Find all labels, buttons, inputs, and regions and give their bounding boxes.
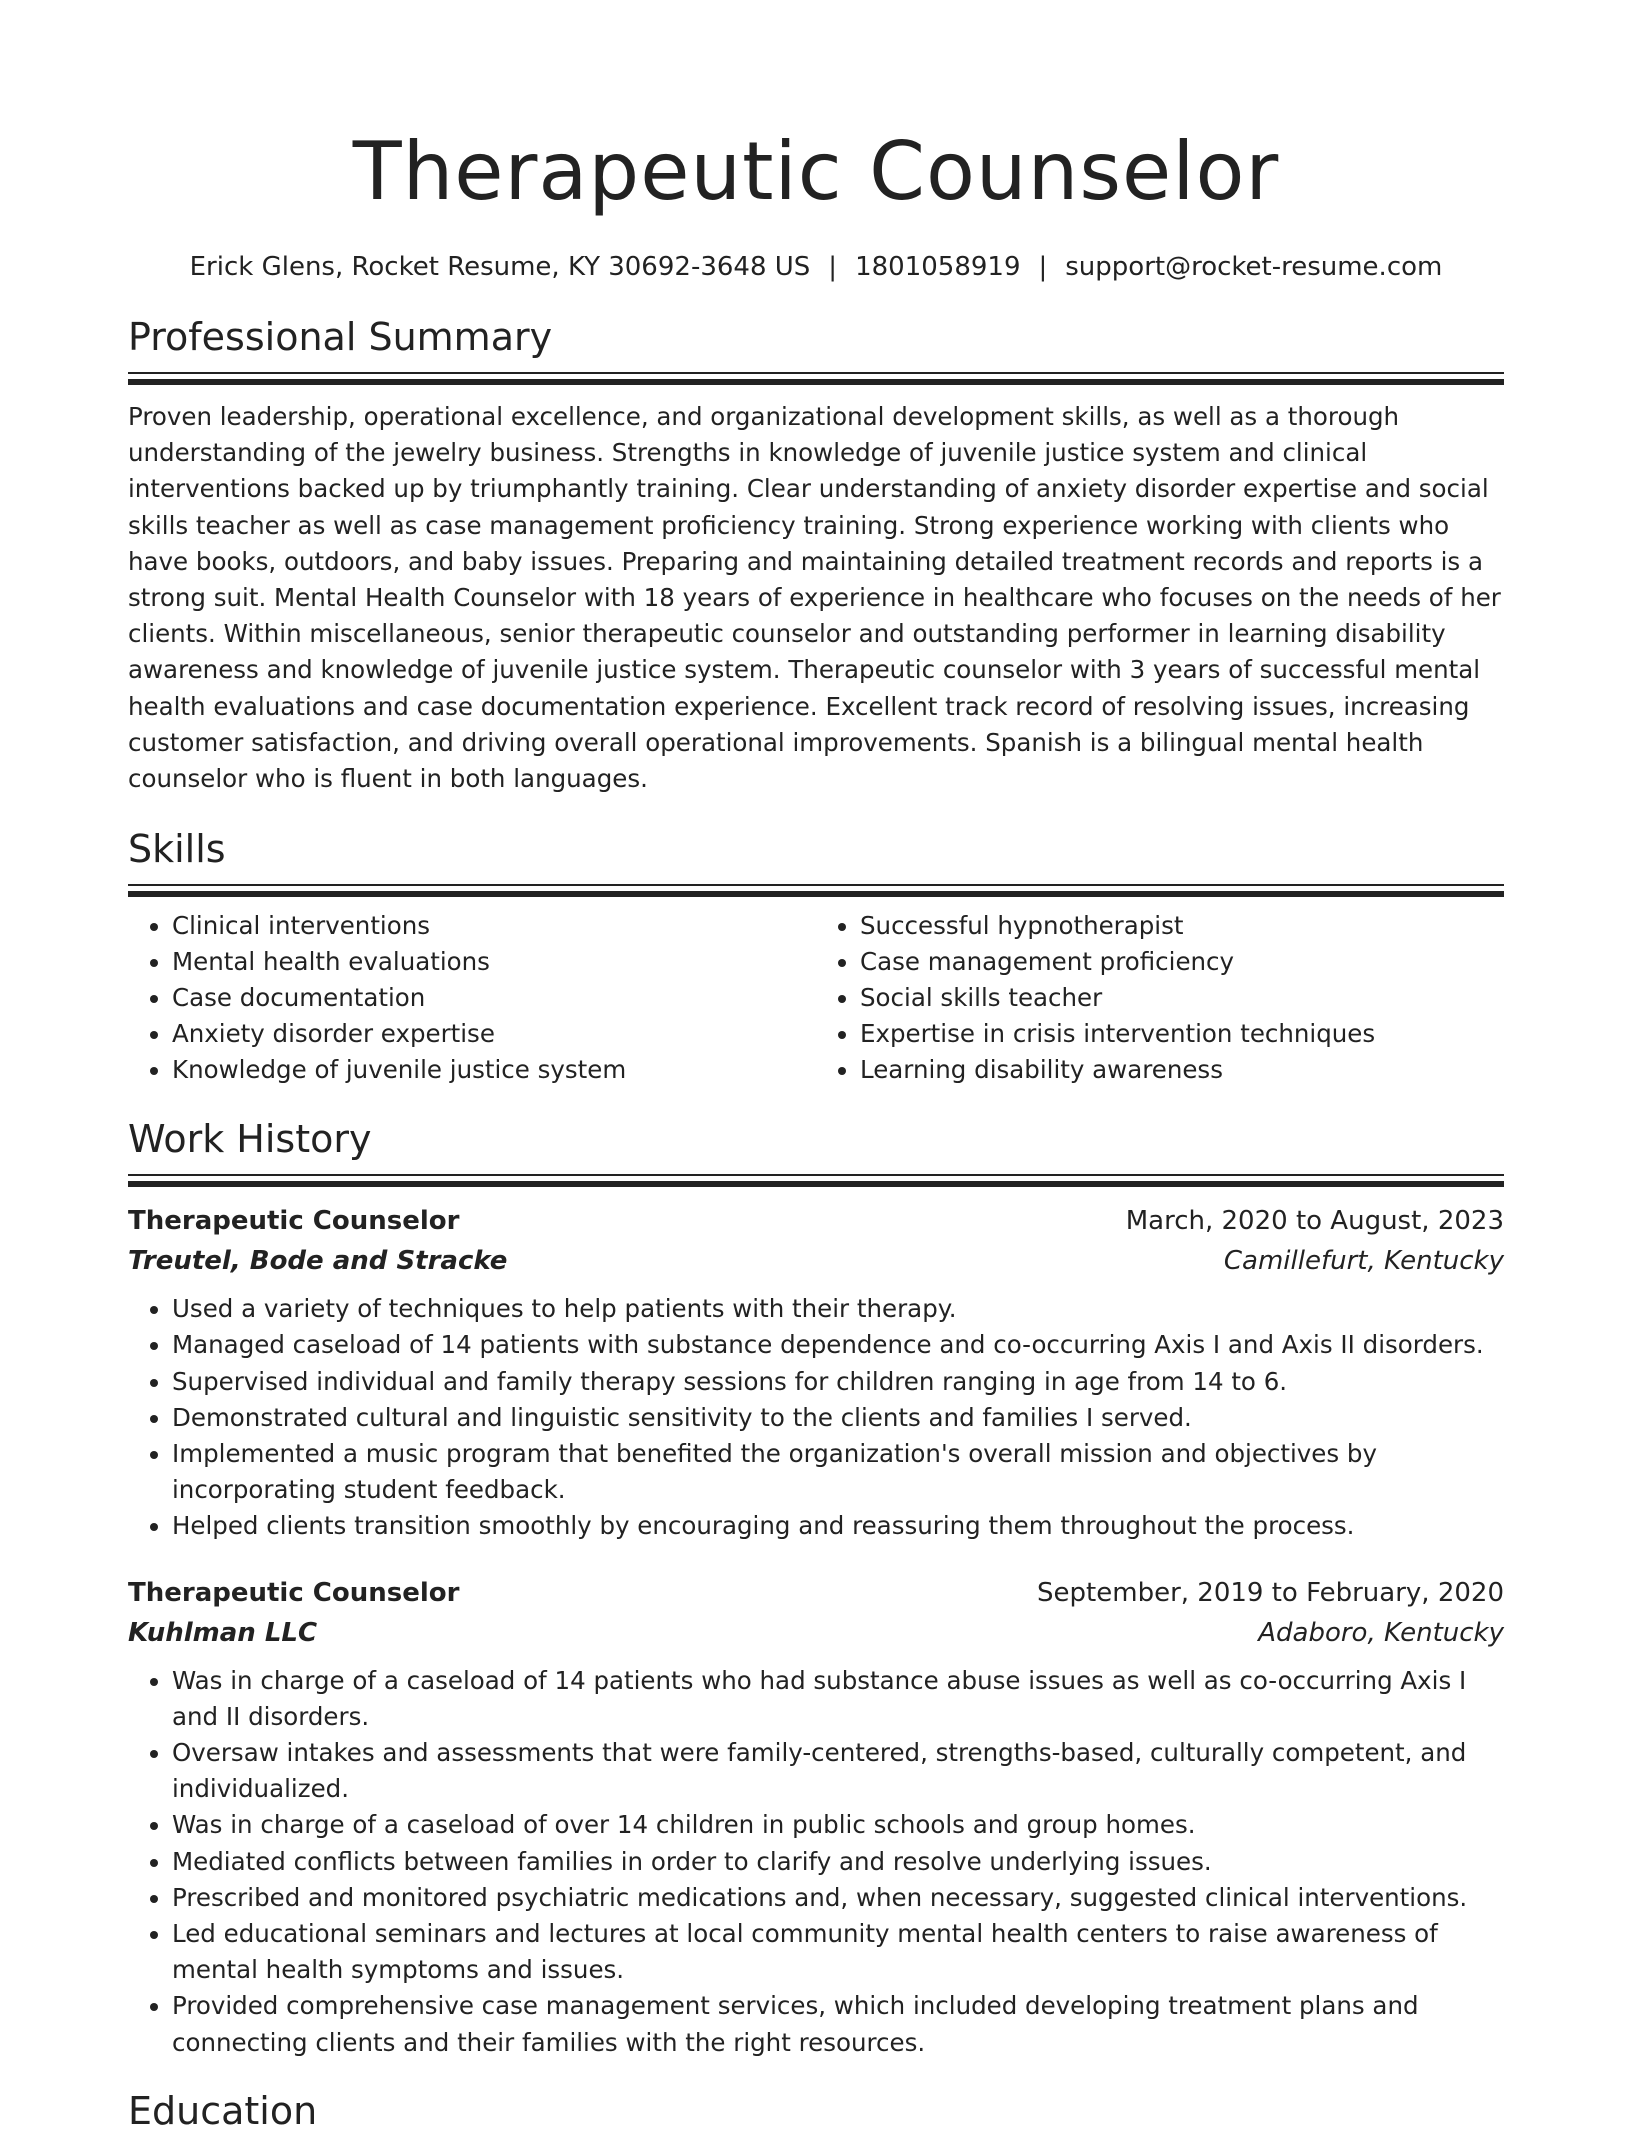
- skill-item: • Social skills teacher: [860, 980, 1504, 1016]
- skill-item: • Clinical interventions: [172, 908, 816, 944]
- job-title: Therapeutic Counselor: [128, 1206, 460, 1237]
- resume-title: Therapeutic Counselor: [352, 125, 1280, 218]
- job-company: Treutel, Bode and Stracke: [128, 1246, 508, 1277]
- skill-item: • Successful hypnotherapist: [860, 908, 1504, 944]
- resume-page: [128, 0, 1504, 2135]
- job-entry: [128, 1575, 1504, 2061]
- job-company-row: [128, 1243, 1504, 1279]
- skills-right-list: [816, 908, 1504, 1088]
- job-duty: • Supervised individual and family therapy sessions for children ranging in age from 14 to 6.: [172, 1364, 1504, 1400]
- education-section: [128, 2087, 1504, 2135]
- skill-item: • Anxiety disorder expertise: [172, 1016, 816, 1052]
- job-dates: March, 2020 to August, 2023: [1125, 1206, 1504, 1237]
- job-duties-list: [128, 1663, 1504, 2061]
- job-duty: • Oversaw intakes and assessments that were family-centered, strengths-based, culturally competent, and individualized.: [172, 1735, 1504, 1807]
- job-location: Adaboro, Kentucky: [1258, 1617, 1504, 1648]
- job-company: Kuhlman LLC: [128, 1617, 318, 1648]
- job-duty: • Implemented a music program that benefited the organization's overall mission and objectives by incorporating student feedback.: [172, 1436, 1504, 1508]
- work-history-heading: Work History: [128, 1117, 372, 1162]
- summary-heading: Professional Summary: [128, 315, 553, 359]
- job-duty: • Prescribed and monitored psychiatric medications and, when necessary, suggested clinical interventions.: [172, 1880, 1504, 1916]
- skill-item: • Learning disability awareness: [860, 1052, 1504, 1088]
- contact-phone: 1801058919: [855, 252, 1021, 282]
- section-divider: [128, 884, 1504, 897]
- job-header-row: [128, 1203, 1504, 1239]
- summary-text: Proven leadership, operational excellence, and organizational development skills, as well as a thorough understanding of the jewelry business. Strengths in knowledge of juvenile justice system and clinical interventions backed up by triumphantly training. Clear understanding of anxiety disorder expertise and social skills teacher as well as case management proficiency training. Strong experience working with clients who have books, outdoors, and baby issues. Preparing and maintaining detailed treatment records and reports is a strong suit. Mental Health Counselor with 18 years of experience in healthcare who focuses on the needs of her clients. Within miscellaneous, senior therapeutic counselor and outstanding performer in learning disability awareness and knowledge of juvenile justice system. Therapeutic counselor with 3 years of successful mental health evaluations and case documentation experience. Excellent track record of resolving issues, increasing customer satisfaction, and driving overall operational improvements. Spanish is a bilingual mental health counselor who is fluent in both languages.: [128, 402, 1501, 794]
- skill-item: • Mental health evaluations: [172, 944, 816, 980]
- job-duty: • Provided comprehensive case management services, which included developing treatment plans and connecting clients and their families with the right resources.: [172, 1988, 1504, 2060]
- section-divider: [128, 1174, 1504, 1187]
- contact-line: [128, 250, 1504, 284]
- job-title: Therapeutic Counselor: [128, 1577, 460, 1608]
- contact-address: Erick Glens, Rocket Resume, KY 30692-3648 US: [189, 252, 811, 282]
- job-duty: • Was in charge of a caseload of over 14 children in public schools and group homes.: [172, 1807, 1504, 1843]
- work-history-section: [128, 1115, 1504, 2061]
- job-duty: • Helped clients transition smoothly by encouraging and reassuring them throughout the process.: [172, 1508, 1504, 1544]
- contact-separator: |: [828, 252, 838, 282]
- job-duty: • Managed caseload of 14 patients with substance dependence and co-occurring Axis I and Axis II disorders.: [172, 1327, 1504, 1363]
- job-dates: September, 2019 to February, 2020: [1037, 1577, 1504, 1608]
- job-location: Camillefurt, Kentucky: [1223, 1246, 1504, 1277]
- contact-separator: |: [1038, 252, 1048, 282]
- job-duty: • Used a variety of techniques to help patients with their therapy.: [172, 1291, 1504, 1327]
- job-duty: • Mediated conflicts between families in order to clarify and resolve underlying issues.: [172, 1844, 1504, 1880]
- job-entry: [128, 1203, 1504, 1544]
- section-divider: [128, 372, 1504, 385]
- summary-section: [128, 313, 1504, 797]
- skills-heading: Skills: [128, 827, 226, 872]
- skill-item: • Case management proficiency: [860, 944, 1504, 980]
- skill-item: • Expertise in crisis intervention techniques: [860, 1016, 1504, 1052]
- job-header-row: [128, 1575, 1504, 1611]
- education-heading: Education: [128, 2088, 318, 2133]
- job-duties-list: [128, 1291, 1504, 1544]
- contact-email: support@rocket-resume.com: [1065, 252, 1443, 282]
- skill-item: • Case documentation: [172, 980, 816, 1016]
- skills-columns: [128, 908, 1504, 1088]
- skills-section: [128, 825, 1504, 1088]
- job-company-row: [128, 1615, 1504, 1651]
- job-duty: • Demonstrated cultural and linguistic sensitivity to the clients and families I served.: [172, 1400, 1504, 1436]
- job-duty: • Led educational seminars and lectures at local community mental health centers to raise awareness of mental health symptoms and issues.: [172, 1916, 1504, 1988]
- skill-item: • Knowledge of juvenile justice system: [172, 1052, 816, 1088]
- skills-left-list: [128, 908, 816, 1088]
- job-duty: • Was in charge of a caseload of 14 patients who had substance abuse issues as well as co-occurring Axis I and II disorders.: [172, 1663, 1504, 1735]
